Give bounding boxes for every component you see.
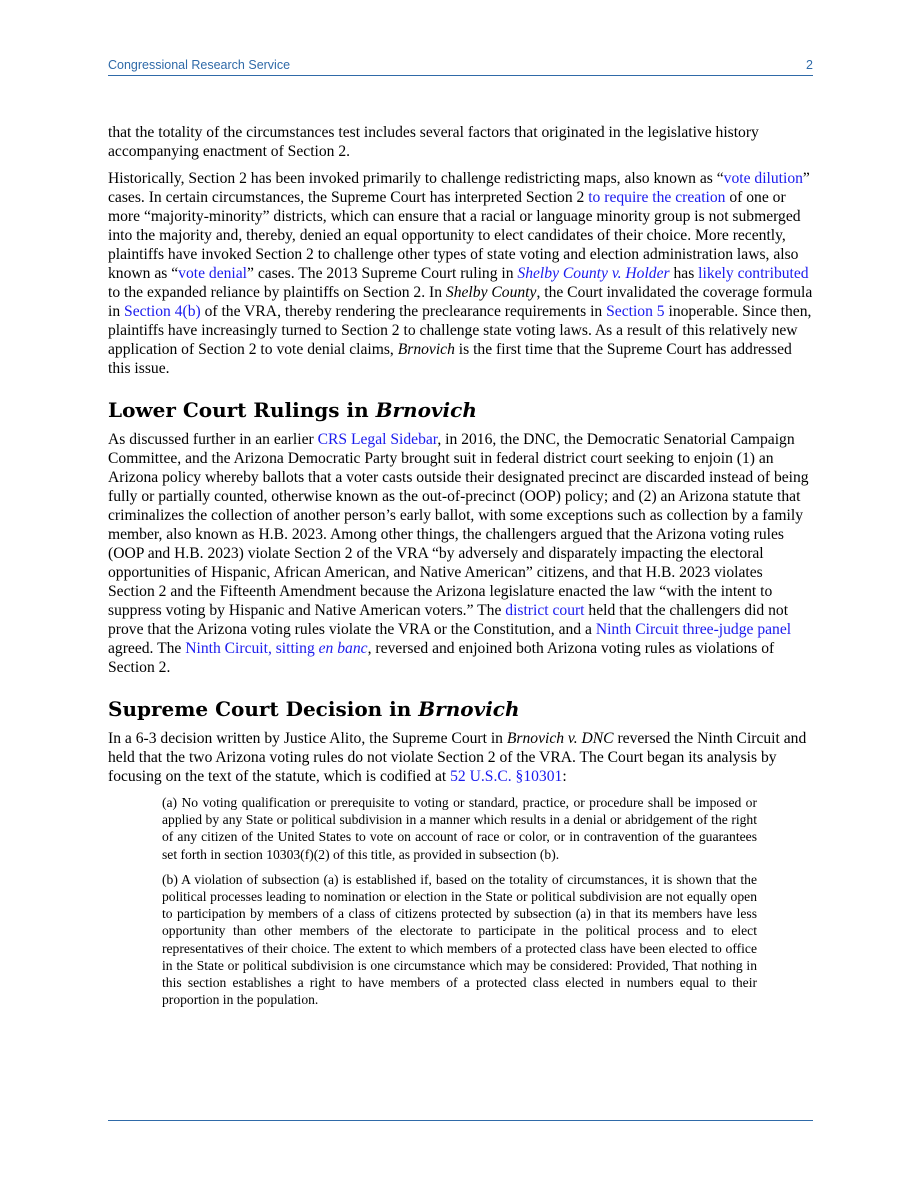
heading-supreme-court (108, 697, 813, 721)
link-ninth-circuit-en-banc[interactable] (185, 640, 367, 657)
text-span: In a 6-3 decision written by Justice Alito, the Supreme Court in (108, 730, 507, 747)
paragraph-continuation: that the totality of the circumstances test includes several factors that originated in the legislative history accompanying enactment of Section 2. (108, 124, 759, 160)
text-span: ” cases. In certain circumstances, the Supreme Court has interpreted Section 2 (108, 170, 810, 206)
page-header (108, 57, 813, 76)
paragraph-history (108, 169, 813, 378)
text-span: : (562, 768, 567, 785)
text-span: of the VRA, thereby rendering the preclearance requirements in (200, 303, 607, 320)
statute-block-quote (162, 794, 757, 1008)
link-require-creation[interactable]: to require the creation (588, 189, 726, 206)
text-span: Historically, Section 2 has been invoked primarily to challenge redistricting maps, also known as “ (108, 170, 724, 187)
link-section-4b[interactable]: Section 4(b) (124, 303, 201, 320)
paragraph-supreme-court (108, 729, 813, 786)
link-text-italic: en banc (318, 640, 368, 657)
text-span: to the expanded reliance by plaintiffs on Section 2. In (108, 284, 446, 301)
link-52-usc-10301[interactable]: 52 U.S.C. §10301 (450, 768, 563, 785)
text-span: held that the challengers did not prove that the Arizona voting rules violate the VRA or the Constitution, and a (108, 602, 789, 638)
case-name: Brnovich (397, 341, 455, 358)
case-name: Brnovich v. DNC (506, 730, 614, 747)
document-body (108, 123, 813, 1018)
case-name: Shelby County v. Holder (517, 265, 670, 282)
link-shelby-county[interactable] (517, 265, 669, 282)
text-span: reversed the Ninth Circuit and held that the two Arizona voting rules do not violate Section 2 of the VRA. The Court began its analysis by focusing on the text of the statute, which is codified at (108, 730, 807, 785)
text-span: is the first time that the Supreme Court has addressed this issue. (108, 341, 792, 377)
link-vote-dilution[interactable]: vote dilution (723, 170, 803, 187)
text-span: ” cases. The 2013 Supreme Court ruling in (247, 265, 518, 282)
text-span: of one or more “majority-minority” districts, which can ensure that a racial or language minority group is not submerged into the majority and, thereby, denied an equal opportunity to elect candidates of their choice. More recently, plaintiffs have invoked Section 2 to challenge other types of state voting and election administration laws, also known as “ (108, 189, 801, 282)
text-span: has (669, 265, 699, 282)
statute-subsection-a: (a) No voting qualification or prerequisite to voting or standard, practice, or procedure shall be imposed or applied by any State or political subdivision in a manner which results in a denial or abridgement of the right of any citizen of the United States to vote on account of race or color, or in contravention of the guarantees set forth in section 10303(f)(2) of this title, as provided in subsection (b). (162, 795, 757, 862)
statute-subsection-b: (b) A violation of subsection (a) is established if, based on the totality of circumstances, it is shown that the political processes leading to nomination or election in the State or political subdivision are not equally open to participation by members of a class of citizens protected by subsection (a) in that its members have less opportunity than other members of the electorate to participate in the political process and to elect representatives of their choice. The extent to which members of a protected class have been elected to office in the State or political subdivision is one circumstance which may be considered: Provided, That nothing in this section establishes a right to have members of a protected class elected in numbers equal to their proportion in the population. (162, 871, 757, 1008)
case-name: Shelby County (445, 284, 537, 301)
text-span: , reversed and enjoined both Arizona voting rules as violations of Section 2. (108, 640, 775, 676)
link-text: Ninth Circuit, sitting (185, 640, 319, 657)
link-crs-legal-sidebar[interactable]: CRS Legal Sidebar (317, 431, 438, 448)
link-section-5[interactable]: Section 5 (606, 303, 665, 320)
header-organization: Congressional Research Service (108, 58, 291, 72)
text-span: agreed. The (108, 640, 186, 657)
page-number: 2 (806, 58, 813, 72)
heading-case-name: Brnovich (418, 697, 520, 721)
footer-rule (108, 1120, 813, 1121)
text-span: , in 2016, the DNC, the Democratic Senatorial Campaign Committee, and the Arizona Democratic Party brought suit in federal district court seeking to enjoin (1) an Arizona policy whereby ballots that a voter casts outside their designated precinct are discarded instead of being fully or partially counted, otherwise known as the out-of-precinct (OOP) policy; and (2) an Arizona statute that criminalizes the collection of another person’s early ballot, with some exceptions such as collection by a family member, also known as H.B. 2023. Among other things, the challengers argued that the Arizona voting rules (OOP and H.B. 2023) violate Section 2 of the VRA “by adversely and disparately impacting the electoral opportunities of Hispanic, African American, and Native American” citizens, and that H.B. 2023 violates Section 2 and the Fifteenth Amendment because the Arizona legislature enacted the law “with the intent to suppress voting by Hispanic and Native American voters.” The (108, 431, 809, 619)
paragraph-lower-court (108, 430, 813, 677)
heading-text: Supreme Court Decision in (108, 697, 419, 721)
text-span: inoperable. Since then, plaintiffs have increasingly turned to Section 2 to challenge state voting laws. As a result of this relatively new application of Section 2 to vote denial claims, (108, 303, 812, 358)
link-vote-denial[interactable]: vote denial (178, 265, 248, 282)
link-likely-contributed[interactable]: likely contributed (698, 265, 809, 282)
heading-text: Lower Court Rulings in (108, 398, 376, 422)
link-district-court[interactable]: district court (505, 602, 585, 619)
heading-case-name: Brnovich (375, 398, 477, 422)
heading-lower-court (108, 398, 813, 422)
link-ninth-circuit-panel[interactable]: Ninth Circuit three-judge panel (595, 621, 792, 638)
text-span: , the Court invalidated the coverage formula in (108, 284, 813, 320)
text-span: As discussed further in an earlier (108, 431, 318, 448)
